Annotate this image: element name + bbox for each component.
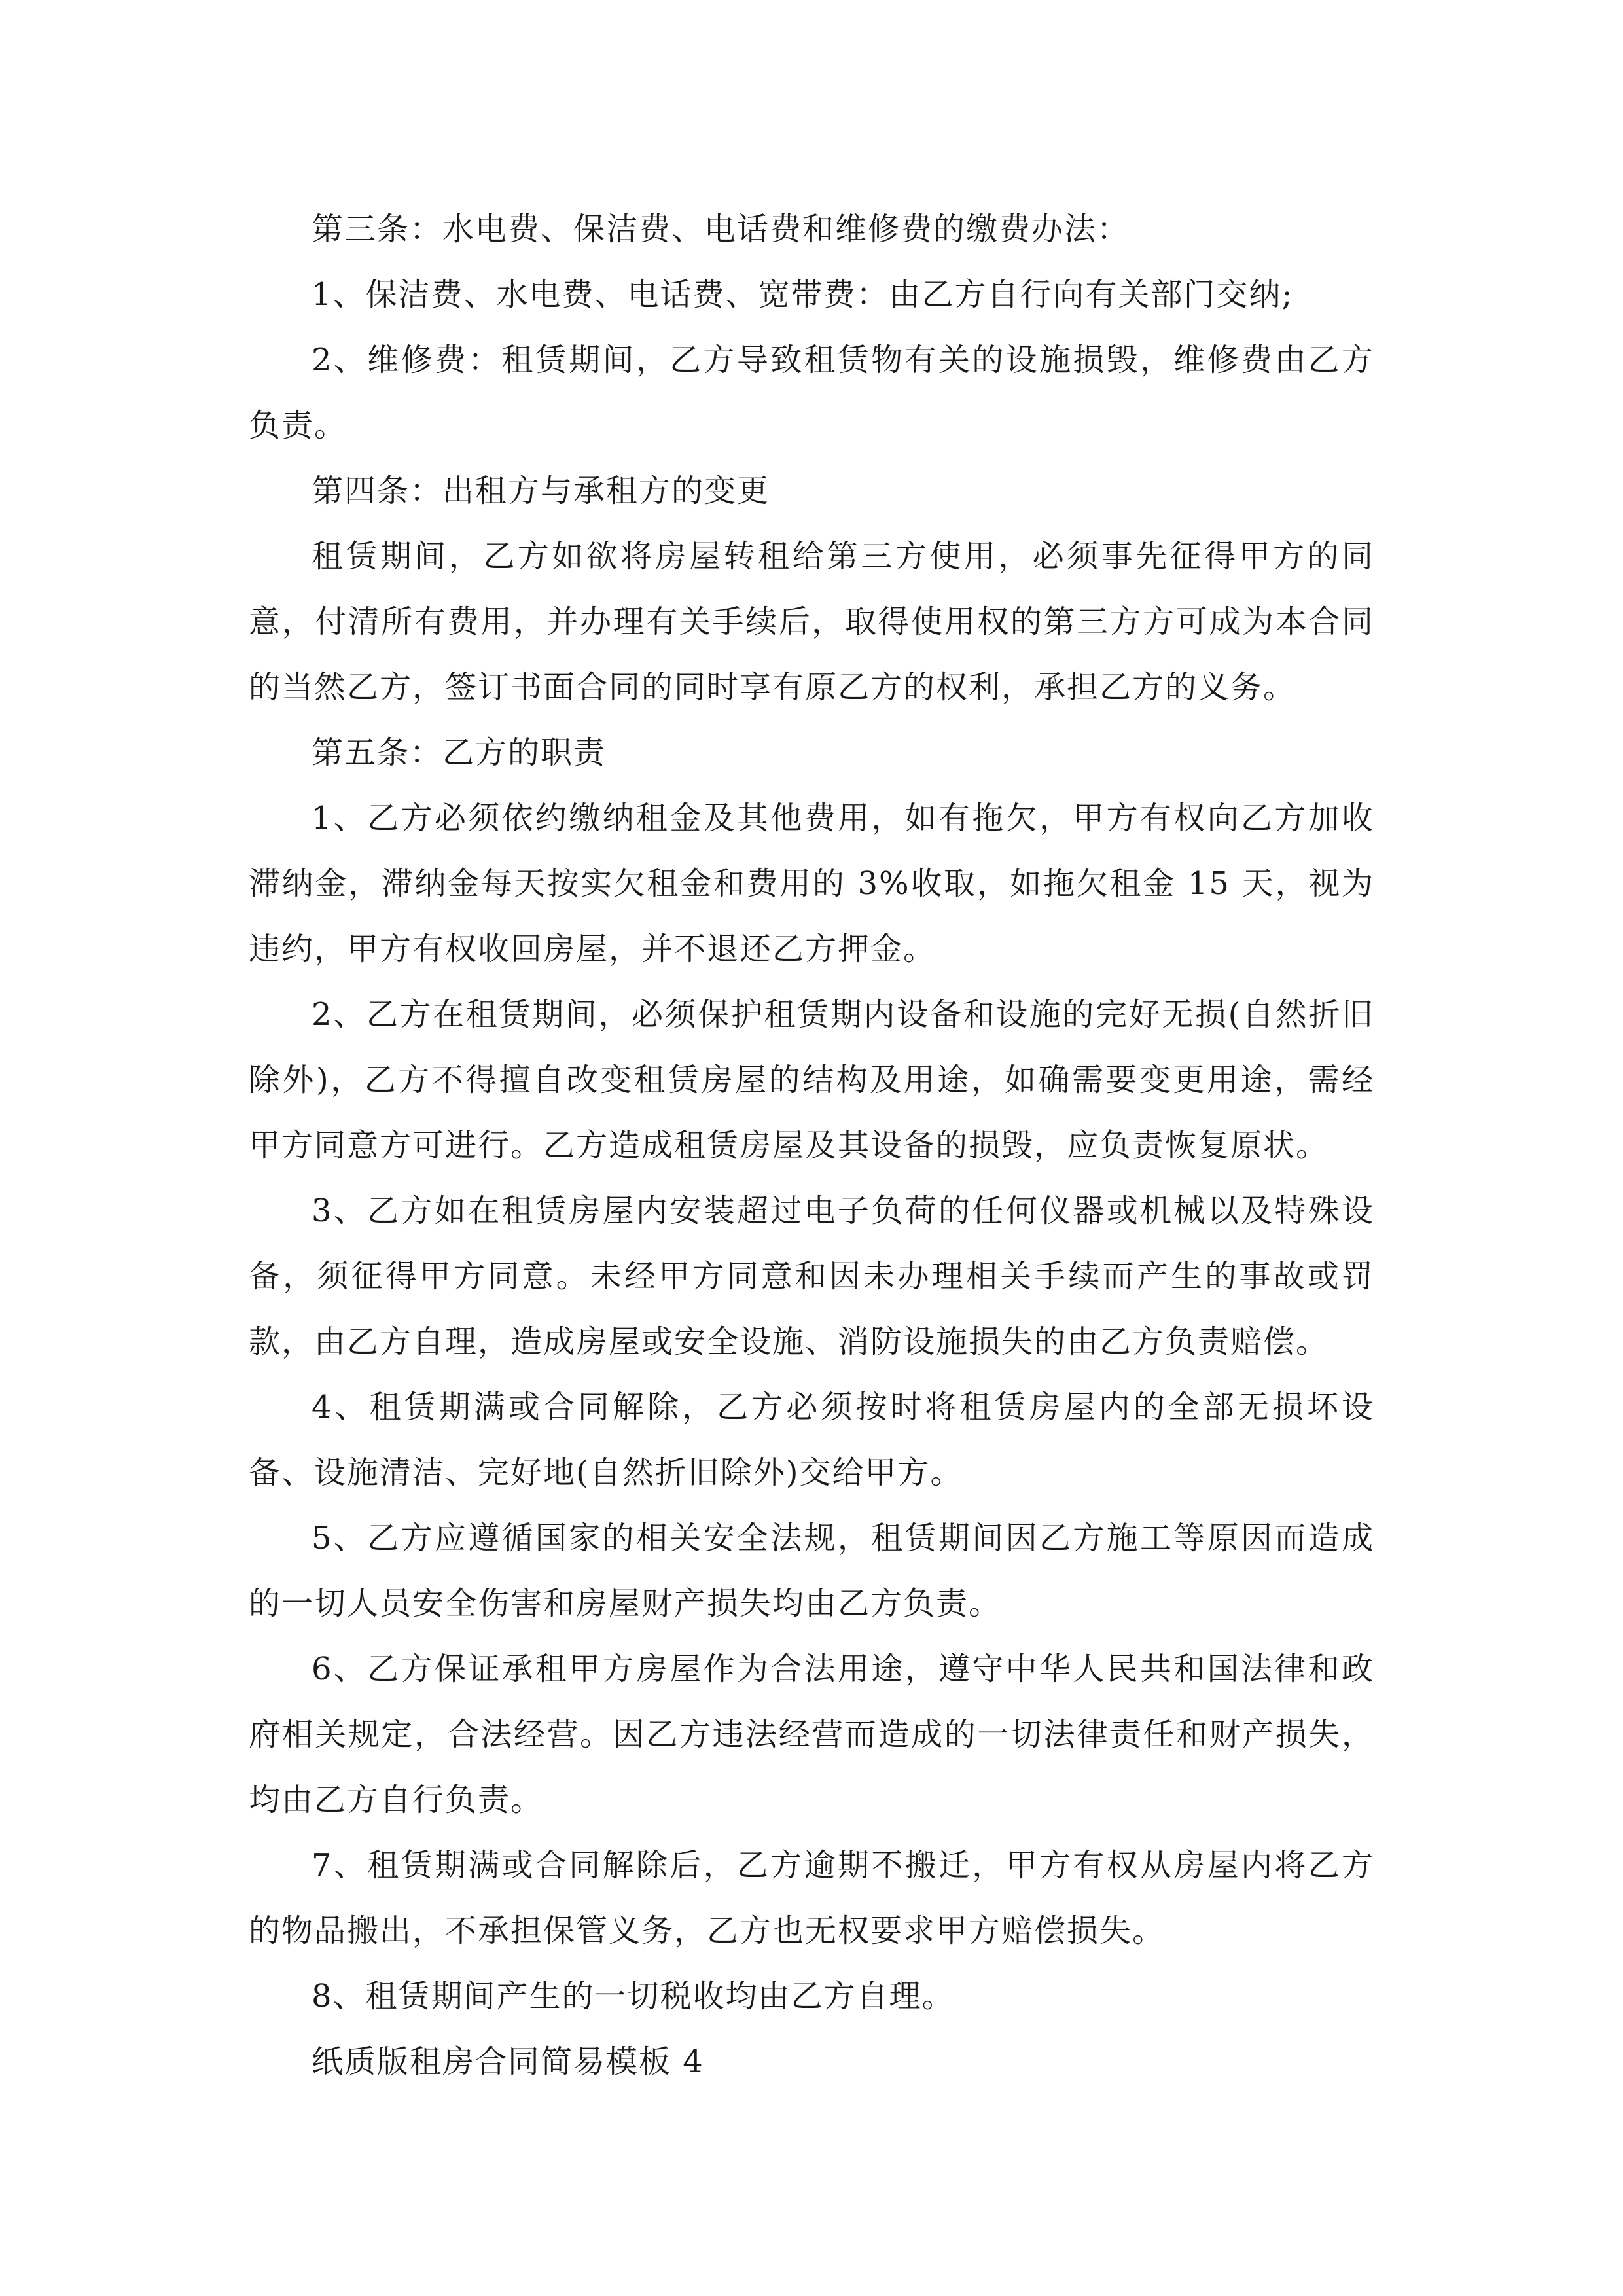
clause-3-2: 2、维修费：租赁期间，乙方导致租赁物有关的设施损毁，维修费由乙方负责。	[249, 342, 1374, 444]
clause-5-7: 7、租赁期满或合同解除后，乙方逾期不搬迁，甲方有权从房屋内将乙方的物品搬出，不承担保管义务，乙方也无权要求甲方赔偿损失。	[249, 1847, 1374, 1949]
clause-5-1: 1、乙方必须依约缴纳租金及其他费用，如有拖欠，甲方有权向乙方加收滞纳金，滞纳金每天按实欠租金和费用的 3%收取，如拖欠租金 15 天，视为违约，甲方有权收回房屋，并不退还乙方押金。	[249, 800, 1374, 967]
clause-5-3: 3、乙方如在租赁房屋内安装超过电子负荷的任何仪器或机械以及特殊设备，须征得甲方同意。未经甲方同意和因未办理相关手续而产生的事故或罚款，由乙方自理，造成房屋或安全设施、消防设施损失的由乙方负责赔偿。	[249, 1193, 1374, 1360]
article-3-heading: 第三条：水电费、保洁费、电话费和维修费的缴费办法：	[312, 211, 1130, 247]
document-body	[249, 196, 1374, 2094]
clause-5-6: 6、乙方保证承租甲方房屋作为合法用途，遵守中华人民共和国法律和政府相关规定，合法经营。因乙方违法经营而造成的一切法律责任和财产损失，均由乙方自行负责。	[249, 1651, 1374, 1818]
article-4-heading: 第四条：出租方与承租方的变更	[312, 473, 770, 509]
clause-3-1: 1、保洁费、水电费、电话费、宽带费：由乙方自行向有关部门交纳;	[312, 276, 1294, 313]
article-4-body: 租赁期间，乙方如欲将房屋转租给第三方使用，必须事先征得甲方的同意，付清所有费用，并办理有关手续后，取得使用权的第三方方可成为本合同的当然乙方，签订书面合同的同时享有原乙方的权利，承担乙方的义务。	[249, 538, 1374, 706]
clause-5-2: 2、乙方在租赁期间，必须保护租赁期内设备和设施的完好无损(自然折旧除外)，乙方不得擅自改变租赁房屋的结构及用途，如确需要变更用途，需经甲方同意方可进行。乙方造成租赁房屋及其设备的损毁，应负责恢复原状。	[249, 996, 1374, 1164]
clause-5-5: 5、乙方应遵循国家的相关安全法规，租赁期间因乙方施工等原因而造成的一切人员安全伤害和房屋财产损失均由乙方负责。	[249, 1520, 1374, 1622]
article-5-heading: 第五条：乙方的职责	[312, 734, 607, 771]
clause-5-4: 4、租赁期满或合同解除，乙方必须按时将租赁房屋内的全部无损坏设备、设施清洁、完好地(自然折旧除外)交给甲方。	[249, 1389, 1374, 1491]
template-title: 纸质版租房合同简易模板 4	[312, 2043, 704, 2080]
clause-5-8: 8、租赁期间产生的一切税收均由乙方自理。	[312, 1978, 955, 2015]
